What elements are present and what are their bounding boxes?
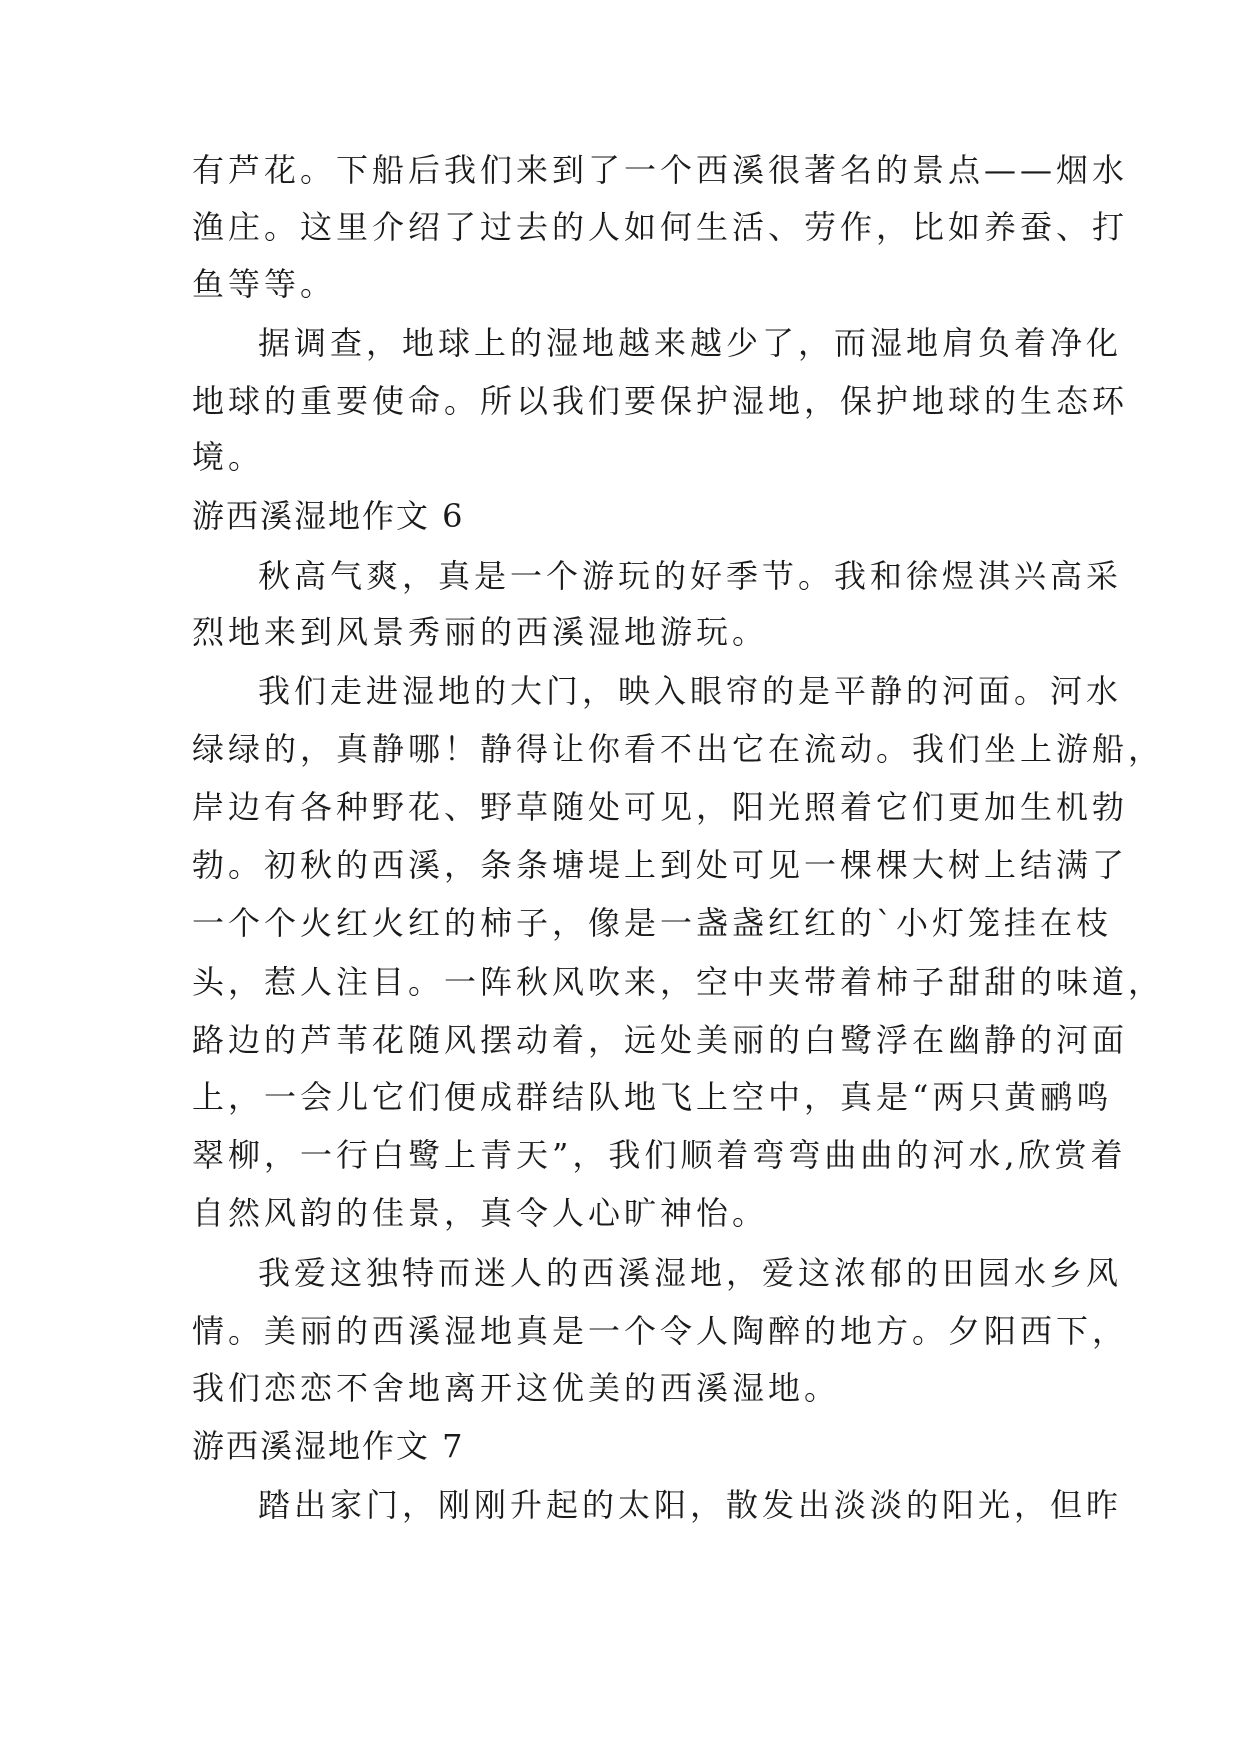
paragraph-line: 秋高气爽，真是一个游玩的好季节。我和徐煜淇兴高采	[258, 557, 1123, 595]
paragraph-line: 我爱这独特而迷人的西溪湿地，爱这浓郁的田园水乡风	[258, 1254, 1123, 1292]
paragraph-line: 我们走进湿地的大门，映入眼帘的是平静的河面。河水	[258, 672, 1123, 710]
paragraph-line: 路边的芦苇花随风摆动着，远处美丽的白鹭浮在幽静的河面	[192, 1021, 1129, 1059]
paragraph-line: 渔庄。这里介绍了过去的人如何生活、劳作，比如养蚕、打	[192, 208, 1129, 246]
paragraph-line: 翠柳，一行白鹭上青天”，我们顺着弯弯曲曲的河水,欣赏着	[192, 1136, 1127, 1174]
paragraph-line: 勃。初秋的西溪，条条塘堤上到处可见一棵棵大树上结满了	[192, 846, 1129, 884]
paragraph-line: 自然风韵的佳景，真令人心旷神怡。	[192, 1194, 769, 1232]
paragraph-line: 有芦花。下船后我们来到了一个西溪很著名的景点——烟水	[192, 151, 1129, 189]
paragraph-line: 上，一会儿它们便成群结队地飞上空中，真是“两只黄鹂鸣	[192, 1078, 1113, 1116]
paragraph-line: 我们恋恋不舍地离开这优美的西溪湿地。	[192, 1369, 841, 1407]
section-heading: 游西溪湿地作文 6	[192, 497, 465, 535]
paragraph-line: 踏出家门，刚刚升起的太阳，散发出淡淡的阳光，但昨	[258, 1486, 1123, 1524]
paragraph-line: 地球的重要使命。所以我们要保护湿地，保护地球的生态环	[192, 382, 1129, 420]
paragraph-line: 境。	[192, 438, 265, 476]
paragraph-line: 鱼等等。	[192, 265, 337, 303]
section-heading: 游西溪湿地作文 7	[192, 1427, 465, 1465]
paragraph-line: 岸边有各种野花、野草随处可见，阳光照着它们更加生机勃	[192, 788, 1129, 826]
paragraph-line: 情。美丽的西溪湿地真是一个令人陶醉的地方。夕阳西下，	[192, 1312, 1129, 1350]
paragraph-line: 据调查，地球上的湿地越来越少了，而湿地肩负着净化	[258, 324, 1123, 362]
paragraph-line: 绿绿的，真静哪！静得让你看不出它在流动。我们坐上游船，	[192, 730, 1165, 768]
paragraph-line: 头，惹人注目。一阵秋风吹来，空中夹带着柿子甜甜的味道，	[192, 963, 1165, 1001]
paragraph-line: 烈地来到风景秀丽的西溪湿地游玩。	[192, 613, 769, 651]
paragraph-line: 一个个火红火红的柿子，像是一盏盏红红的`小灯笼挂在枝	[192, 904, 1113, 942]
